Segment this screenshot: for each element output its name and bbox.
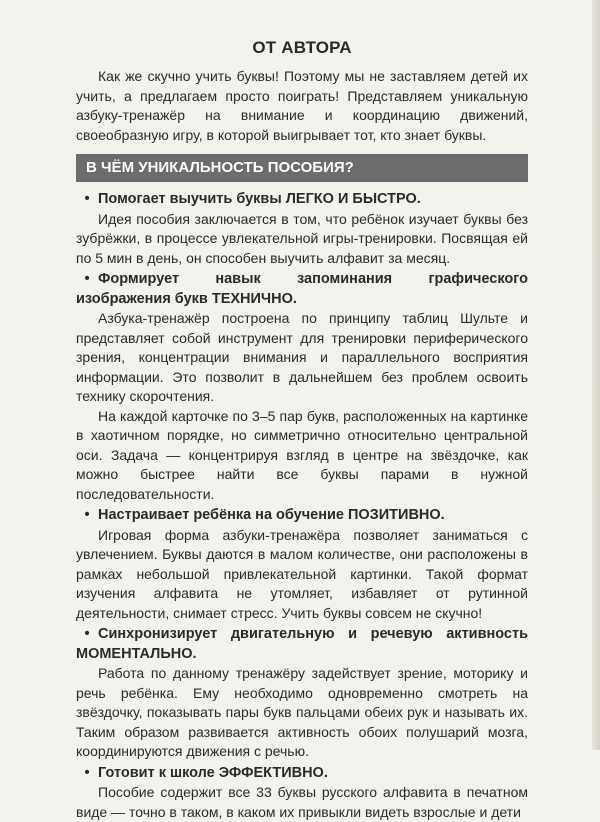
feature-title: • Настраивает ребёнка на обучение ПОЗИТИВНО. [76,506,528,526]
feature-paragraph: Работа по данному тренажёру задействует зрение, моторику и речь ребёнка. Ему необходимо одновременно смотреть на звёздочку, показывать пары букв пальцами обеих рук и называть их. Таким образом развивается активность обоих полушарий мозга, координируются движения с речью. [76,665,528,759]
feature-title: • Синхронизирует двигательную и речевую активность МОМЕНТАЛЬНО. [76,626,528,662]
feature-paragraph: Пособие содержит все 33 буквы русского алфавита в печатном виде — точно в таком, в каком их привыкли видеть взрослые и дети [76,784,528,820]
bullet-icon: • [84,191,90,207]
bullet-icon: • [84,626,90,642]
intro-paragraph: Как же скучно учить буквы! Поэтому мы не заставляем детей их учить, а предлагаем просто поиграть! Представляем уникальную азбуку-тренажёр на внимание и координацию движений, своеобразную игру, в которой выигрывает тот, кто знает буквы. [76,68,528,143]
feature-title: • Готовит к школе ЭФФЕКТИВНО. [76,764,528,784]
bullet-icon: • [84,271,90,287]
feature-paragraph: Азбука-тренажёр построена по принципу таблиц Шульте и представляет собой инструмент для тренировки периферического зрения, концентрации внимания и параллельного восприятия информации. Это позволит в дальнейшем без проблем освоить технику скорочтения. [76,310,528,404]
page-content [76,38,528,822]
feature-title: • Помогает выучить буквы ЛЕГКО И БЫСТРО. [76,190,528,210]
section-banner: В ЧЁМ УНИКАЛЬНОСТЬ ПОСОБИЯ? [76,154,528,182]
feature-paragraph: Идея пособия заключается в том, что ребёнок изучает буквы без зубрёжки, в процессе увлекательной игры-тренировки. Посвящая ей по 5 мин в день, он способен выучить алфавит за месяц. [76,210,528,266]
section-title: ОТ АВТОРА [252,38,352,57]
feature-paragraph: Игровая форма азбуки-тренажёра позволяет заниматься с увлечением. Буквы даются в малом количестве, они расположены в рамках небольшой привлекательной картинки. Такой формат изучения алфавита не утомляет, избавляет от рутинной деятельности, снимает стресс. Учить буквы совсем не скучно! [76,526,528,621]
feature-title: • Формирует навык запоминания графического изображения букв ТЕХНИЧНО. [76,271,528,307]
bullet-icon: • [84,507,90,523]
bullet-icon: • [84,764,90,781]
feature-paragraph: На каждой карточке по 3–5 пар букв, расположенных на картинке в хаотичном порядке, но симметрично относительно центральной оси. Задача — концентрируя взгляд в центре на звёздочке, как можно быстрее найти все буквы парами в нужной последовательности. [76,407,528,502]
page-gutter-shadow [592,0,600,750]
